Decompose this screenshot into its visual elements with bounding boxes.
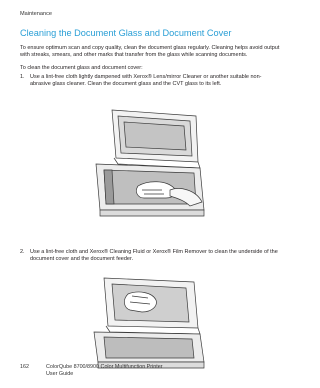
footer-title — [46, 364, 163, 377]
step-number: 1. — [20, 74, 25, 80]
section-title: Cleaning the Document Glass and Document Cover — [20, 28, 232, 38]
step-text: Use a lint-free cloth and Xerox® Cleaning Fluid or Xerox® Film Remover to clean the underside of the document cover and the document feeder. — [30, 249, 278, 263]
document-cover-cleaning-illustration — [82, 274, 212, 372]
guide-name: User Guide — [46, 370, 74, 377]
step-text: Use a lint-free cloth lightly dampened with Xerox® Lens/mirror Cleaner or another suitable non-abrasive glass cleaner. Clean the document glass and the CVT glass to its left. — [30, 74, 262, 88]
lead-in-paragraph: To clean the document glass and document cover: — [20, 65, 143, 71]
page-number: 162 — [20, 364, 29, 370]
intro-paragraph: To ensure optimum scan and copy quality, clean the document glass regularly. Cleaning helps avoid output with streaks, smears, and other marks that transfer from the glass while scanning documents. — [20, 45, 280, 59]
running-head: Maintenance — [20, 11, 53, 17]
step-number: 2. — [20, 249, 25, 255]
product-name: ColorQube 8700/8900 Color Multifunction Printer — [46, 364, 163, 370]
document-glass-cleaning-illustration — [78, 106, 210, 226]
